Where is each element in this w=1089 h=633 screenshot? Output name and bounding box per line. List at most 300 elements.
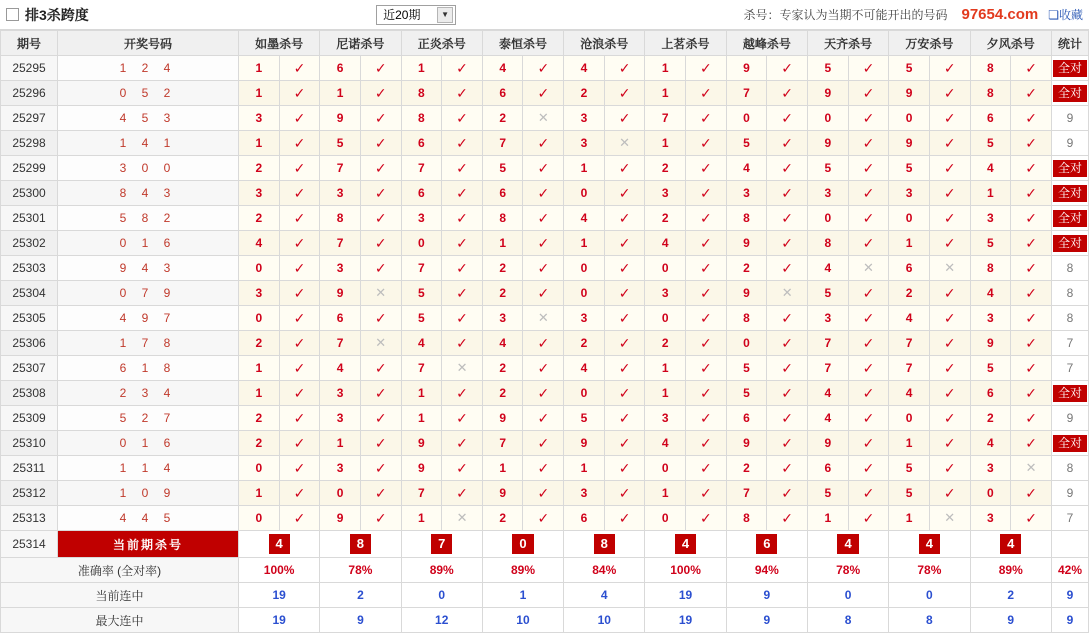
current-kill-number: 4 <box>919 534 940 554</box>
cell-kill-result <box>929 381 970 406</box>
cell-kill-number: 7 <box>889 331 930 356</box>
check-icon: ✓ <box>537 259 550 276</box>
cell-kill-number: 2 <box>482 381 523 406</box>
cell-kill-number: 5 <box>889 481 930 506</box>
cell-kill-result <box>929 456 970 481</box>
check-icon: ✓ <box>537 284 550 301</box>
cell-kill-number: 2 <box>482 281 523 306</box>
cell-kill-result <box>929 81 970 106</box>
cell-kill-number: 9 <box>889 131 930 156</box>
cell-kill-result <box>604 431 645 456</box>
check-icon: ✓ <box>293 284 306 301</box>
cell-kill-result <box>279 131 320 156</box>
cell-kill-result <box>929 331 970 356</box>
cell-kill-result <box>848 306 889 331</box>
cell-kill-number: 9 <box>726 281 767 306</box>
current-kill-label: 当前期杀号 <box>58 531 239 558</box>
check-icon: ✓ <box>537 84 550 101</box>
check-icon: ✓ <box>862 234 875 251</box>
cell-kill-result <box>1011 456 1052 481</box>
cell-kill-number: 2 <box>645 331 686 356</box>
check-icon: ✓ <box>781 459 794 476</box>
cell-kill-number: 8 <box>807 231 848 256</box>
cell-period: 25298 <box>1 131 58 156</box>
check-icon: ✓ <box>456 59 468 76</box>
check-icon: ✓ <box>456 159 468 176</box>
cell-kill-result <box>686 356 727 381</box>
cell-kill-number: 1 <box>564 156 605 181</box>
check-icon: ✓ <box>374 384 387 401</box>
check-icon: ✓ <box>293 234 306 251</box>
cell-kill-result <box>442 331 483 356</box>
cell-kill-result <box>279 156 320 181</box>
check-icon: ✓ <box>618 459 631 476</box>
cell-kill-result <box>848 231 889 256</box>
cell-kill-number: 3 <box>239 181 280 206</box>
check-icon: ✓ <box>943 184 956 201</box>
cell-kill-number: 1 <box>401 406 442 431</box>
check-icon: ✓ <box>700 134 712 151</box>
cell-kill-result <box>604 206 645 231</box>
cell-kill-number: 5 <box>970 131 1011 156</box>
cell-kill-number: 9 <box>401 456 442 481</box>
cell-kill-number: 1 <box>564 231 605 256</box>
cell-period: 25299 <box>1 156 58 181</box>
cell-kill-result <box>279 306 320 331</box>
check-icon: ✓ <box>374 434 387 451</box>
cell-kill-number: 3 <box>564 481 605 506</box>
cell-kill-result <box>360 506 401 531</box>
cell-kill-result <box>1011 231 1052 256</box>
col-expert-10: 夕风杀号 <box>970 31 1051 56</box>
cell-kill-result <box>848 381 889 406</box>
cell-kill-number: 7 <box>401 256 442 281</box>
cell-kill-result <box>523 256 564 281</box>
cell-kill-result <box>848 206 889 231</box>
check-icon: ✓ <box>456 259 468 276</box>
summary-row <box>1 558 1089 583</box>
check-icon: ✓ <box>456 384 468 401</box>
check-icon: ✓ <box>1025 209 1037 226</box>
cell-kill-number: 3 <box>726 181 767 206</box>
cell-kill-number: 1 <box>320 81 361 106</box>
cell-kill-result <box>604 506 645 531</box>
check-icon: ✓ <box>456 309 468 326</box>
cell-kill-number: 7 <box>807 356 848 381</box>
cell-kill-result <box>686 206 727 231</box>
cell-kill-result <box>686 56 727 81</box>
check-icon: ✓ <box>537 209 550 226</box>
cell-kill-number: 1 <box>645 131 686 156</box>
check-icon: ✓ <box>293 484 306 501</box>
cell-kill-number: 6 <box>726 406 767 431</box>
cell-kill-result <box>279 281 320 306</box>
check-icon: ✓ <box>700 434 712 451</box>
check-icon: ✓ <box>618 334 631 351</box>
cell-kill-number: 1 <box>645 381 686 406</box>
check-icon: ✓ <box>456 134 468 151</box>
table-row <box>1 256 1089 281</box>
summary-row <box>1 583 1089 608</box>
table-row <box>1 281 1089 306</box>
cell-kill-number: 8 <box>726 506 767 531</box>
summary-value: 8 <box>889 608 970 633</box>
cell-stat <box>1052 381 1089 406</box>
cell-kill-result <box>360 331 401 356</box>
check-icon: ✓ <box>456 184 468 201</box>
cell-stat: 9 <box>1052 106 1089 131</box>
cell-kill-result <box>442 106 483 131</box>
check-icon: ✓ <box>862 184 875 201</box>
cell-kill-number: 5 <box>401 306 442 331</box>
summary-value: 89% <box>970 558 1051 583</box>
check-icon: ✓ <box>537 384 550 401</box>
check-icon: ✓ <box>456 209 468 226</box>
cell-kill-result <box>929 131 970 156</box>
cell-kill-result <box>767 81 808 106</box>
cell-kill-number: 3 <box>239 281 280 306</box>
cell-kill-result <box>523 56 564 81</box>
cell-kill-number: 4 <box>482 56 523 81</box>
cell-stat <box>1052 156 1089 181</box>
current-kill-number: 0 <box>512 534 533 554</box>
summary-value: 9 <box>320 608 401 633</box>
check-icon: ✓ <box>943 334 956 351</box>
summary-value: 78% <box>320 558 401 583</box>
cell-kill-result <box>604 106 645 131</box>
cell-kill-result <box>767 281 808 306</box>
cell-kill-number: 6 <box>482 181 523 206</box>
summary-value: 89% <box>401 558 482 583</box>
cell-kill-number: 4 <box>564 56 605 81</box>
cell-kill-number: 4 <box>970 431 1011 456</box>
cell-kill-result <box>929 481 970 506</box>
check-icon: ✓ <box>943 59 956 76</box>
summary-value: 1 <box>482 583 563 608</box>
cell-kill-number: 4 <box>320 356 361 381</box>
check-icon: ✓ <box>862 134 875 151</box>
cell-kill-number: 7 <box>482 431 523 456</box>
cell-kill-number: 7 <box>726 481 767 506</box>
cell-kill-number: 5 <box>807 156 848 181</box>
cell-kill-number: 0 <box>564 381 605 406</box>
cell-draw: 6 1 8 <box>58 356 239 381</box>
cell-kill-result <box>767 106 808 131</box>
cell-kill-number: 1 <box>239 481 280 506</box>
cell-kill-number: 2 <box>239 406 280 431</box>
cell-stat: 8 <box>1052 456 1089 481</box>
cell-kill-number: 7 <box>889 356 930 381</box>
check-icon: ✓ <box>1025 109 1037 126</box>
check-icon: ✓ <box>943 484 956 501</box>
cell-kill-result <box>929 106 970 131</box>
cell-kill-result <box>929 431 970 456</box>
cell-kill-result <box>523 206 564 231</box>
cell-kill-number: 0 <box>970 481 1011 506</box>
current-kill-number: 4 <box>837 534 858 554</box>
cell-kill-result <box>686 131 727 156</box>
cell-kill-result <box>848 156 889 181</box>
cell-kill-result <box>442 381 483 406</box>
cell-stat: 9 <box>1052 406 1089 431</box>
cell-kill-number: 2 <box>239 331 280 356</box>
table-row <box>1 431 1089 456</box>
cell-kill-result <box>442 281 483 306</box>
summary-value: 19 <box>645 583 726 608</box>
table-row <box>1 381 1089 406</box>
chevron-down-icon[interactable]: ▼ <box>437 7 453 23</box>
check-icon: ✓ <box>618 384 631 401</box>
current-kill-number: 8 <box>594 534 615 554</box>
check-icon: ✓ <box>781 259 794 276</box>
cell-kill-number: 8 <box>970 81 1011 106</box>
cell-kill-result <box>360 481 401 506</box>
check-icon: ✓ <box>781 484 794 501</box>
check-icon: ✓ <box>293 59 306 76</box>
cell-period: 25303 <box>1 256 58 281</box>
col-draw: 开奖号码 <box>58 31 239 56</box>
cell-kill-number: 1 <box>239 56 280 81</box>
cell-stat: 8 <box>1052 256 1089 281</box>
cell-kill-result <box>360 406 401 431</box>
cell-kill-number: 3 <box>564 306 605 331</box>
cell-stat: 9 <box>1052 131 1089 156</box>
cell-kill-number: 3 <box>320 256 361 281</box>
cell-draw: 8 4 3 <box>58 181 239 206</box>
check-icon: ✓ <box>781 234 794 251</box>
cell-kill-number: 3 <box>320 181 361 206</box>
check-icon: ✓ <box>456 234 468 251</box>
check-icon: ✓ <box>456 109 468 126</box>
check-icon: ✓ <box>374 459 387 476</box>
status-badge: 全对 <box>1053 85 1087 102</box>
check-icon: ✓ <box>1025 409 1037 426</box>
check-icon: ✓ <box>862 409 875 426</box>
check-icon: ✓ <box>618 409 631 426</box>
cell-stat <box>1052 56 1089 81</box>
check-icon: ✓ <box>700 234 712 251</box>
summary-value: 19 <box>239 583 320 608</box>
cross-icon: ✕ <box>862 260 874 275</box>
col-expert-8: 天齐杀号 <box>807 31 888 56</box>
cell-kill-result <box>1011 181 1052 206</box>
check-icon: ✓ <box>618 159 631 176</box>
cell-draw: 1 2 4 <box>58 56 239 81</box>
cell-kill-number: 9 <box>726 431 767 456</box>
cell-kill-number: 4 <box>807 406 848 431</box>
cell-kill-number: 2 <box>482 356 523 381</box>
cell-period: 25301 <box>1 206 58 231</box>
cell-kill-result <box>848 106 889 131</box>
cell-kill-result <box>686 181 727 206</box>
cell-current-kill <box>320 531 401 558</box>
cell-kill-result <box>604 231 645 256</box>
toolbar <box>0 0 1089 30</box>
cell-kill-result <box>767 306 808 331</box>
check-icon: ✓ <box>700 84 712 101</box>
cell-kill-result <box>848 456 889 481</box>
check-icon: ✓ <box>700 259 712 276</box>
select-all-checkbox[interactable] <box>6 8 19 21</box>
cell-kill-result <box>686 256 727 281</box>
summary-value: 10 <box>564 608 645 633</box>
cell-kill-number: 2 <box>645 206 686 231</box>
check-icon: ✓ <box>862 334 875 351</box>
cell-kill-result <box>279 406 320 431</box>
table-row <box>1 231 1089 256</box>
check-icon: ✓ <box>293 334 306 351</box>
cell-kill-number: 0 <box>564 181 605 206</box>
cell-kill-number: 9 <box>320 281 361 306</box>
cross-icon: ✕ <box>537 110 549 125</box>
cell-period: 25306 <box>1 331 58 356</box>
cell-kill-result <box>279 431 320 456</box>
check-icon: ✓ <box>781 434 794 451</box>
cell-kill-number: 3 <box>320 381 361 406</box>
check-icon: ✓ <box>1025 484 1037 501</box>
table-row <box>1 206 1089 231</box>
favorite-link[interactable] <box>1048 6 1083 23</box>
cell-kill-number: 8 <box>970 256 1011 281</box>
check-icon: ✓ <box>537 184 550 201</box>
cross-icon: ✕ <box>1025 460 1037 475</box>
check-icon: ✓ <box>862 159 875 176</box>
cell-stat: 7 <box>1052 506 1089 531</box>
cell-kill-number: 5 <box>726 131 767 156</box>
cell-kill-result <box>929 506 970 531</box>
cell-kill-result <box>360 381 401 406</box>
cell-kill-result <box>279 56 320 81</box>
check-icon: ✓ <box>781 384 794 401</box>
cell-kill-result <box>523 231 564 256</box>
cell-kill-number: 9 <box>320 506 361 531</box>
period-select[interactable] <box>376 5 456 25</box>
check-icon: ✓ <box>537 234 550 251</box>
cell-kill-number: 7 <box>320 231 361 256</box>
cell-kill-number: 3 <box>239 106 280 131</box>
cell-kill-result <box>767 431 808 456</box>
summary-total: 9 <box>1052 583 1089 608</box>
cell-kill-result <box>767 331 808 356</box>
check-icon: ✓ <box>700 459 712 476</box>
cell-kill-number: 0 <box>320 481 361 506</box>
cell-kill-number: 6 <box>401 131 442 156</box>
cell-kill-result <box>604 306 645 331</box>
check-icon: ✓ <box>618 109 631 126</box>
period-select-value: 近20期 <box>383 8 421 22</box>
cell-draw: 0 7 9 <box>58 281 239 306</box>
cell-kill-result <box>360 231 401 256</box>
check-icon: ✓ <box>293 159 306 176</box>
cell-kill-number: 4 <box>970 156 1011 181</box>
cell-kill-number: 0 <box>645 306 686 331</box>
check-icon: ✓ <box>537 434 550 451</box>
cell-kill-result <box>442 306 483 331</box>
cell-kill-number: 7 <box>320 156 361 181</box>
cell-kill-result <box>1011 431 1052 456</box>
check-icon: ✓ <box>1025 334 1037 351</box>
table-row <box>1 406 1089 431</box>
current-period-row <box>1 531 1089 558</box>
cell-kill-result <box>604 456 645 481</box>
cell-kill-result <box>767 381 808 406</box>
check-icon: ✓ <box>943 84 956 101</box>
cell-kill-result <box>360 131 401 156</box>
cell-kill-number: 0 <box>645 456 686 481</box>
cell-stat: 7 <box>1052 331 1089 356</box>
cell-kill-number: 5 <box>726 356 767 381</box>
cell-kill-number: 4 <box>726 156 767 181</box>
summary-value: 0 <box>401 583 482 608</box>
cell-draw: 1 0 9 <box>58 481 239 506</box>
cell-kill-result <box>767 156 808 181</box>
summary-value: 10 <box>482 608 563 633</box>
cell-kill-result <box>848 506 889 531</box>
check-icon: ✓ <box>293 509 306 526</box>
cell-kill-number: 1 <box>807 506 848 531</box>
check-icon: ✓ <box>537 409 550 426</box>
cell-stat: 8 <box>1052 281 1089 306</box>
cell-kill-number: 3 <box>970 206 1011 231</box>
cell-kill-result <box>442 456 483 481</box>
cell-kill-number: 1 <box>401 56 442 81</box>
cell-draw: 0 1 6 <box>58 431 239 456</box>
cell-kill-result <box>1011 481 1052 506</box>
cell-kill-number: 4 <box>889 306 930 331</box>
cell-kill-result <box>442 431 483 456</box>
cell-kill-result <box>442 206 483 231</box>
cell-kill-number: 1 <box>401 506 442 531</box>
cell-draw: 2 3 4 <box>58 381 239 406</box>
check-icon: ✓ <box>618 284 631 301</box>
cell-kill-result <box>929 56 970 81</box>
check-icon: ✓ <box>618 434 631 451</box>
cell-kill-result <box>523 306 564 331</box>
summary-value: 100% <box>645 558 726 583</box>
cell-kill-result <box>686 381 727 406</box>
cell-kill-number: 1 <box>239 131 280 156</box>
check-icon: ✓ <box>293 184 306 201</box>
cell-kill-number: 7 <box>401 481 442 506</box>
summary-value: 19 <box>239 608 320 633</box>
check-icon: ✓ <box>293 359 306 376</box>
check-icon: ✓ <box>374 209 387 226</box>
table-row <box>1 181 1089 206</box>
cell-draw: 4 9 7 <box>58 306 239 331</box>
check-icon: ✓ <box>943 384 956 401</box>
cell-kill-number: 5 <box>889 56 930 81</box>
cell-kill-number: 7 <box>645 106 686 131</box>
check-icon: ✓ <box>537 334 550 351</box>
check-icon: ✓ <box>618 184 631 201</box>
cell-kill-result <box>929 256 970 281</box>
col-expert-5: 沧浪杀号 <box>564 31 645 56</box>
cell-kill-result <box>442 81 483 106</box>
cell-kill-number: 8 <box>401 106 442 131</box>
cell-kill-result <box>929 306 970 331</box>
cell-kill-number: 3 <box>320 456 361 481</box>
cell-kill-result <box>686 431 727 456</box>
cell-kill-number: 1 <box>239 381 280 406</box>
current-kill-number: 4 <box>1000 534 1021 554</box>
cell-draw: 3 0 0 <box>58 156 239 181</box>
cell-kill-result <box>1011 506 1052 531</box>
cell-kill-number: 0 <box>889 106 930 131</box>
cell-current-kill <box>482 531 563 558</box>
cell-kill-result <box>279 256 320 281</box>
cell-kill-number: 5 <box>401 281 442 306</box>
cell-kill-result <box>686 481 727 506</box>
